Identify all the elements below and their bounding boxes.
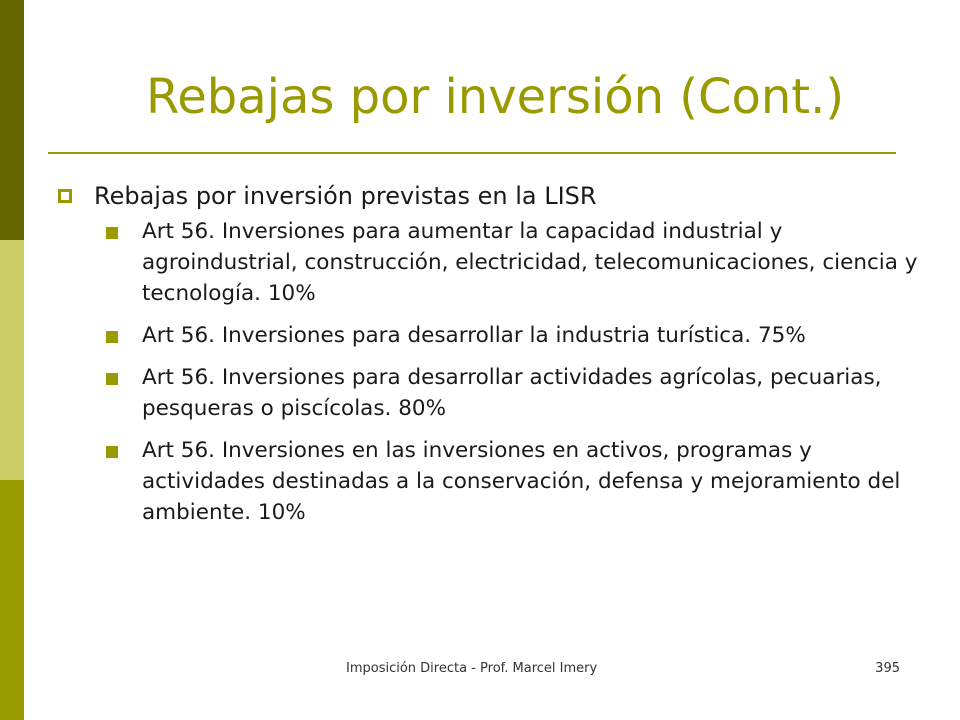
- list-item: [106, 435, 918, 528]
- bullet-level1: [58, 178, 918, 214]
- sub-bullet-list: [106, 216, 918, 528]
- list-item-text: Art 56. Inversiones para desarrollar actividades agrícolas, pecuarias, pesqueras o piscícolas. 80%: [142, 365, 882, 421]
- slide-content: [58, 178, 918, 539]
- sidebar-stripe-olive: [0, 480, 24, 720]
- list-item: [106, 216, 918, 309]
- page-number: 395: [875, 661, 900, 676]
- title-divider: [48, 152, 896, 154]
- list-item-text: Art 56. Inversiones en las inversiones en activos, programas y actividades destinadas a la conservación, defensa y mejoramiento del ambiente. 10%: [142, 438, 901, 525]
- sidebar-stripe-light: [0, 240, 24, 480]
- bullet-level1-text: Rebajas por inversión previstas en la LISR: [94, 182, 597, 210]
- list-item: [106, 362, 918, 424]
- square-bullet-icon: [106, 227, 118, 239]
- list-item-text: Art 56. Inversiones para aumentar la capacidad industrial y agroindustrial, construcción, electricidad, telecomunicaciones, ciencia y tecnología. 10%: [142, 219, 918, 306]
- hollow-square-bullet-icon: [58, 189, 72, 203]
- square-bullet-icon: [106, 331, 118, 343]
- square-bullet-icon: [106, 373, 118, 385]
- slide-title: Rebajas por inversión (Cont.): [146, 69, 845, 125]
- sidebar-stripe-dark: [0, 0, 24, 240]
- list-item-text: Art 56. Inversiones para desarrollar la industria turística. 75%: [142, 323, 806, 348]
- list-item: [106, 320, 918, 351]
- square-bullet-icon: [106, 446, 118, 458]
- slide-footer: Imposición Directa - Prof. Marcel Imery: [346, 661, 598, 676]
